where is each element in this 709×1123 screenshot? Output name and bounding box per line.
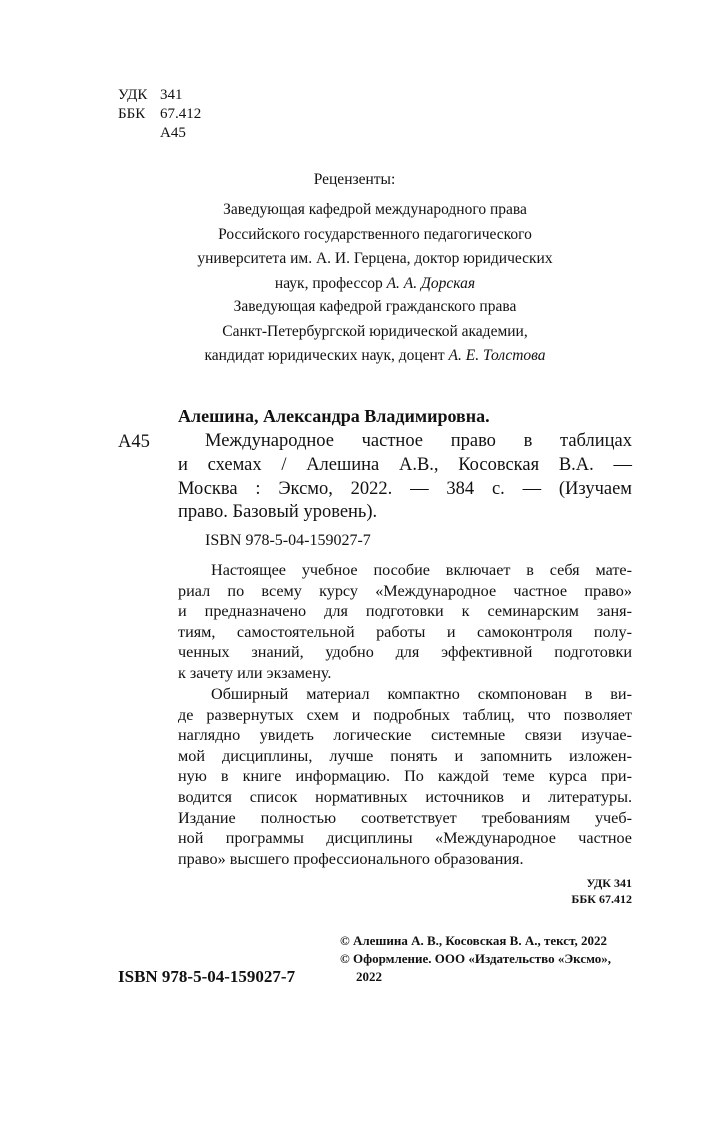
reviewer-first: [150, 198, 600, 296]
catalog-author-mark: А45: [118, 432, 150, 452]
catalog-author: Алешина, Александра Владимировна.: [178, 406, 490, 426]
catalog-title-line: право. Базовый уровень).: [178, 502, 378, 523]
annotation-line: де развернутых схем и подробных таблиц, что позволяет: [178, 705, 632, 724]
author-mark-top: А45: [160, 125, 186, 141]
reviewer-second-line: Заведующая кафедрой гражданского права: [233, 298, 517, 315]
annotation-line: мой дисциплины, лучше понять и запомнить изложен-: [178, 746, 632, 765]
copyright-text: © Алешина А. В., Косовская В. А., текст, 2022: [340, 933, 607, 948]
annotation-line: наглядно увидеть логические системные связи изучае-: [178, 726, 632, 745]
udk-right: УДК 341: [586, 876, 632, 890]
bbk-value: 67.412: [160, 106, 202, 122]
annotation-line: водится список нормативных источников и литературы.: [178, 787, 632, 806]
annotation-paragraph-1: [178, 560, 632, 684]
udk-value: 341: [160, 87, 183, 103]
annotation-line: и предназначено для подготовки к семинарским заня-: [178, 602, 632, 621]
catalog-title: [178, 430, 632, 525]
annotation-line: к зачету или экзамену.: [178, 663, 332, 682]
catalog-title-line: и схемах / Алешина А.В., Косовская В.А. —: [178, 454, 632, 475]
reviewer-first-line: Заведующая кафедрой международного права: [223, 201, 527, 218]
annotation-line: Обширный материал компактно скомпонован в ви-: [211, 685, 632, 703]
annotation-line: Настоящее учебное пособие включает в себя мате-: [211, 561, 632, 579]
annotation-line: ную в книге информацию. По каждой теме курса при-: [178, 767, 632, 786]
annotation-paragraph-2: [178, 684, 632, 869]
catalog-title-line: Международное частное право в таблицах: [205, 431, 632, 451]
reviewer-first-line: Российского государственного педагогического: [218, 225, 532, 243]
annotation-line: Издание полностью соответствует требованиям учеб-: [178, 808, 632, 827]
reviewers-heading: Рецензенты:: [313, 171, 396, 188]
annotation-line: ченных знаний, удобно для эффективной подготовки: [178, 643, 632, 662]
bbk-label: ББК: [118, 106, 146, 122]
bbk-right: ББК 67.412: [571, 892, 632, 906]
annotation-line: риал по всему курсу «Международное частное право»: [178, 581, 632, 600]
udk-label: УДК: [118, 87, 148, 103]
annotation-line: ной программы дисциплины «Международное частное: [178, 829, 632, 848]
bbk-line: [118, 105, 201, 124]
copyright-design-year: 2022: [356, 969, 382, 984]
reviewer-second-last-line: [150, 344, 600, 369]
isbn-bottom: ISBN 978-5-04-159027-7: [118, 967, 296, 986]
copyright-design: © Оформление. ООО «Издательство «Эксмо»,: [340, 951, 612, 966]
reviewer-second-name: А. Е. Толстова: [448, 347, 546, 364]
annotation-line: тиям, самостоятельной работы и самоконтроля полу-: [178, 622, 632, 641]
reviewer-second-title: кандидат юридических наук, доцент: [204, 347, 445, 364]
reviewer-second-line: Санкт-Петербургской юридической академии,: [222, 322, 528, 340]
reviewer-first-line: университета им. А. И. Герцена, доктор юридических: [197, 250, 553, 267]
reviewer-second: [150, 295, 600, 369]
catalog-title-line: Москва : Эксмо, 2022. — 384 с. — (Изучаем: [178, 478, 632, 499]
catalog-isbn: ISBN 978-5-04-159027-7: [205, 532, 371, 549]
reviewer-first-last-line: [150, 272, 600, 297]
reviewer-first-title: наук, профессор: [274, 274, 383, 292]
udk-line: [118, 86, 183, 105]
annotation-line: право» высшего профессионального образования.: [178, 849, 524, 868]
reviewer-first-name: А. А. Дорская: [386, 274, 476, 292]
copyright-block: [340, 932, 636, 986]
